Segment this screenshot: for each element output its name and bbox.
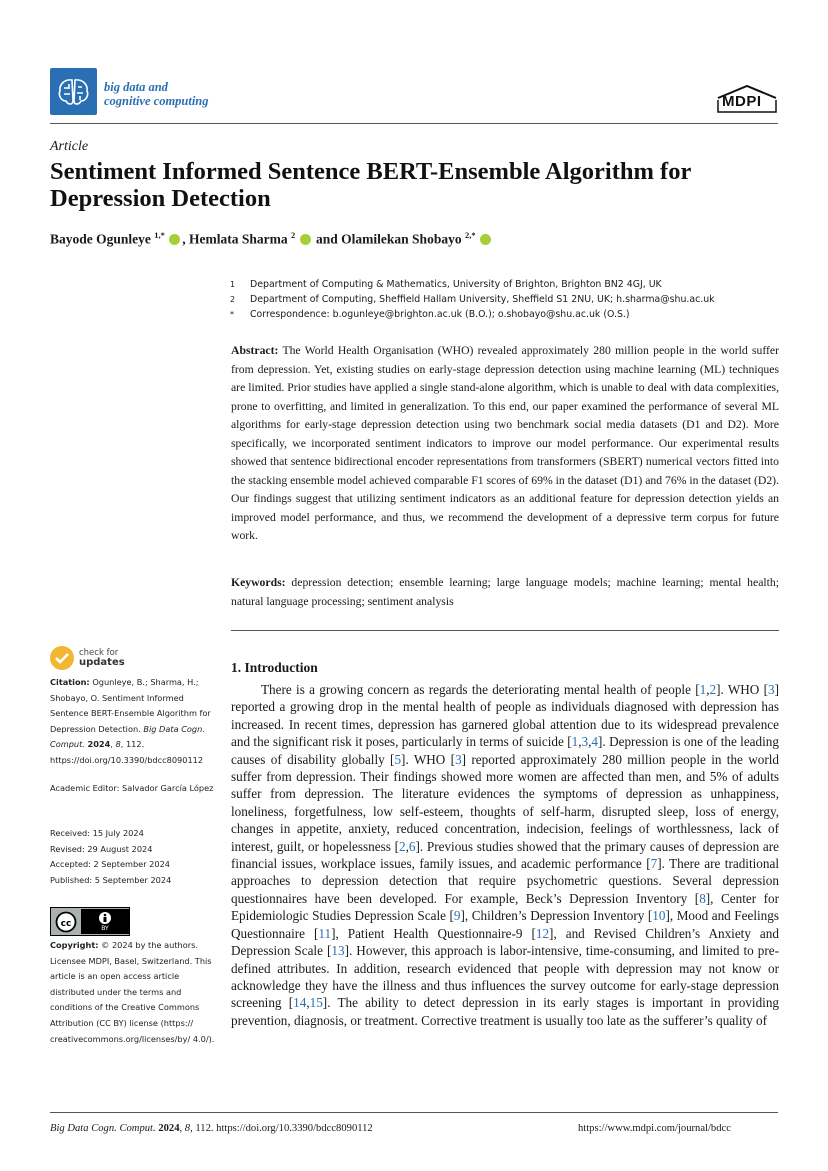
paragraph-text: ]. Depression is one of the leading causes of disability globally [ (231, 734, 779, 767)
section-heading: 1. Introduction (231, 660, 318, 675)
journal-name-line2: cognitive computing (104, 94, 209, 108)
reference-link[interactable]: 2 (709, 682, 717, 697)
author-list (50, 230, 493, 248)
introduction-paragraph (231, 681, 779, 1029)
published-date: Published: 5 September 2024 (50, 874, 172, 885)
footer-divider (50, 1112, 778, 1113)
cc-by-label: BY (101, 925, 109, 932)
paragraph-text: , (405, 838, 409, 854)
reference-link[interactable]: 12 (535, 925, 550, 941)
article-title: Sentiment Informed Sentence BERT-Ensemble Algorithm for Depression Detection (50, 158, 691, 212)
dates-block (50, 826, 215, 888)
citation-doi[interactable]: , 112. https://doi.org/10.3390/bdcc8090112 (50, 739, 204, 765)
orcid-icon[interactable] (480, 234, 491, 245)
citation-block: Citation: Ogunleye, B.; Sharma, H.; Shobayo, O. Sentiment Informed Sentence BERT-Ensemble Algorithm for Depression Detection. Big Data Cogn. Comput. 2024, 8, 112. https://doi.org/10.3390/bdcc8090112 (50, 677, 211, 765)
citation-text: Ogunleye, B.; Sharma, H.; Shobayo, O. Sentiment Informed Sentence BERT-Ensemble Algorithm for Depression Detection. (50, 677, 211, 734)
check-updates-line2: updates (79, 657, 125, 668)
paragraph-text: ], and Revised Children’s Anxiety and Depression Scale [ (231, 925, 779, 959)
journal-logo-icon (50, 68, 97, 115)
paragraph-text: ]. WHO [ (716, 682, 769, 697)
correspondence-row (230, 307, 715, 322)
paragraph-text: There is a growing concern as regards the deteriorating mental health of people [ (261, 682, 700, 697)
paragraph-text: ]. The ability to detect depression in its early stages is important in providing prevention, diagnosis, or treatment. Corrective treatment is usually too late as the sufferer’s quality of (231, 995, 780, 1028)
correspondence-text: Correspondence: b.ogunleye@brighton.ac.uk (B.O.); o.shobayo@shu.ac.uk (O.S.) (250, 309, 630, 320)
author-affiliation-mark: 2,* (464, 230, 476, 240)
paragraph-text: ]. WHO [ (401, 751, 456, 767)
paragraph-text: ], Center for Epidemiologic Studies Depression Scale [ (231, 890, 780, 924)
footer-citation: Big Data Cogn. Comput. 2024, 8, 112. https://doi.org/10.3390/bdcc8090112 (50, 1123, 373, 1134)
copyright-block (50, 938, 215, 1047)
reference-link[interactable]: 3 (768, 682, 775, 697)
citation-journal: Big Data Cogn. Comput. (50, 723, 205, 750)
orcid-icon[interactable] (300, 234, 311, 245)
academic-editor: Academic Editor: Salvador García López (50, 783, 214, 793)
footer-journal: Big Data Cogn. Comput. (50, 1123, 156, 1134)
reference-link[interactable]: 3 (455, 751, 462, 767)
affiliation-number: 2 (230, 295, 236, 304)
reference-link[interactable]: 7 (650, 856, 658, 872)
reference-link[interactable]: 4 (591, 734, 599, 750)
paragraph-text: ]. Previous studies showed that the primary causes of depression are financial issues, workplace issues, family issues, and academic performance [ (231, 838, 779, 872)
author-name[interactable]: Olamilekan Shobayo (341, 231, 462, 247)
reference-link[interactable]: 6 (408, 838, 416, 854)
reference-link[interactable]: 15 (309, 995, 323, 1011)
reference-link[interactable]: 13 (331, 943, 345, 959)
paragraph-text: ] reported a growing drop in the mental health of people as individuals diagnosed with depression has increased. In recent times, depression has garnered global attention due to its widespread prevalence and the significant risk it poses, particularly in terms of suicide [ (231, 682, 780, 750)
footer-journal-url[interactable]: https://www.mdpi.com/journal/bdcc (578, 1123, 731, 1134)
header-divider (50, 123, 778, 124)
journal-name-line1: big data and (104, 80, 168, 94)
paragraph-text: ]. There are traditional approaches to depression detection that require psychometric questions. Several depression questionnaires have been developed. For example, Beck’s Depression Inventory [ (231, 856, 779, 906)
abstract-label: Abstract: (231, 344, 279, 357)
affiliations (230, 277, 715, 322)
check-updates-icon (50, 646, 74, 670)
check-for-updates-button[interactable] (50, 646, 125, 670)
journal-name (104, 80, 209, 108)
affiliation-row (230, 292, 715, 307)
footer-doi-link[interactable]: , 112. https://doi.org/10.3390/bdcc8090112 (190, 1123, 373, 1134)
reference-link[interactable]: 14 (293, 995, 307, 1011)
affiliation-row (230, 277, 715, 292)
paragraph-text: ], Children’s Depression Inventory [ (460, 908, 653, 924)
paragraph-text: ]. However, this approach is labor-intensive, time-consuming, and limited to pre-defined attributes. In addition, research evidenced that people with depression may not know or acknowledge they have the illness and thus influences the survey outcome for early-stage depression screening [ (231, 943, 779, 1011)
revised-date: Revised: 29 August 2024 (50, 843, 153, 854)
copyright-text: © 2024 by the authors. Licensee MDPI, Basel, Switzerland. This article is an open access article distributed under the terms and conditions of the Creative Commons Attribution (CC BY) license (https:// creativecommons.org/licenses/by/ 4.0/). (50, 940, 215, 1044)
author-affiliation-mark: 1,* (154, 230, 165, 240)
accepted-date: Accepted: 2 September 2024 (50, 859, 171, 870)
reference-link[interactable]: 11 (318, 925, 332, 941)
author-separator: , (182, 231, 190, 247)
affiliation-text: Department of Computing, Sheffield Hallam University, Sheffield S1 2NU, UK; h.sharma@shu.ac.uk (250, 294, 715, 305)
cc-icon (51, 909, 81, 934)
keywords-label: Keywords: (231, 576, 286, 589)
received-date: Received: 15 July 2024 (50, 828, 144, 838)
paragraph-text: , (706, 682, 710, 697)
footer-year: 2024 (158, 1123, 180, 1134)
keywords-text: depression detection; ensemble learning; large language models; machine learning; mental health; natural language processing; sentiment analysis (231, 576, 779, 608)
citation-year: 2024 (87, 739, 111, 750)
attribution-icon (98, 911, 112, 925)
reference-link[interactable]: 2 (398, 838, 406, 854)
reference-link[interactable]: 1 (571, 734, 579, 750)
paragraph-text: ], Mood and Feelings Questionnaire [ (231, 908, 779, 941)
footer-volume: 8 (184, 1123, 191, 1134)
reference-link[interactable]: 5 (394, 751, 402, 767)
abstract-divider (231, 630, 779, 631)
keywords (231, 574, 779, 611)
svg-text:cc: cc (60, 918, 72, 929)
article-type: Article (50, 139, 89, 154)
affiliation-number: 1 (230, 280, 236, 289)
orcid-icon[interactable] (169, 234, 180, 245)
publisher-name: MDPI (722, 93, 762, 110)
affiliation-number: * (230, 310, 234, 319)
citation-volume: 8 (115, 739, 121, 750)
abstract-text: The World Health Organisation (WHO) revealed approximately 280 million people in the world suffer from depression. Yet, existing studies on early-stage depression detection using machine learning (ML) techniques are limited. Prior studies have applied a single stand-alone algorithm, which is unable to deal with data complexities, prone to overfitting, and limited in generalization. To this end, our paper examined the performance of several ML algorithms for early-stage depression detection using two benchmark social media datasets (D1 and D2). More specifically, we incorporated sentiment indicators to improve our model performance. Our experimental results showed that sentence bidirectional encoder representations from transformers (SBERT) numerical vectors fitted into the stacking ensemble model achieved comparable F1 scores of 69% in the dataset (D1) and 76% in the dataset (D2). Our findings suggest that utilizing sentiment indicators as an additional feature for depression detection yields an improved model performance, and thus, we recommend the development of a depressive term corpus for future work. (231, 344, 779, 542)
paragraph-text: ], Patient Health Questionnaire-9 [ (331, 925, 536, 941)
reference-link[interactable]: 10 (652, 908, 666, 924)
paragraph-text: , (306, 995, 310, 1011)
author-name[interactable]: Bayode Ogunleye (50, 231, 151, 247)
check-updates-line1: check for (79, 648, 119, 658)
affiliation-text: Department of Computing & Mathematics, University of Brighton, Brighton BN2 4GJ, UK (250, 279, 662, 290)
reference-link[interactable]: 3 (581, 734, 589, 750)
paragraph-text: , (578, 734, 582, 750)
author-affiliation-mark: 2 (291, 230, 296, 240)
cc-by-license-badge[interactable] (50, 907, 130, 936)
author-separator: and (312, 231, 342, 247)
author-name[interactable]: Hemlata Sharma (189, 231, 288, 247)
paragraph-text: ] reported approximately 280 million people in the world suffer from depression. Their findings showed more women are affected than men, and 5% of adults suffer from depression. The literature evidences the symptoms of depression as unhappiness, loneliness, forgetfulness, low self-esteem, thoughts of self-harm, disrupted sleep, loss of energy, changes in appetite, anxiety, reduced concentration, indecision, feelings of worthlessness, lack of interest, guilt, or hopelessness [ (231, 751, 779, 854)
reference-link[interactable]: 1 (699, 682, 707, 697)
reference-link[interactable]: 8 (699, 890, 706, 906)
citation-label: Citation: (50, 677, 90, 687)
reference-link[interactable]: 9 (453, 908, 461, 924)
paragraph-text: , (588, 734, 592, 750)
abstract (231, 342, 779, 546)
mdpi-logo (716, 84, 778, 114)
copyright-label: Copyright: (50, 940, 99, 950)
